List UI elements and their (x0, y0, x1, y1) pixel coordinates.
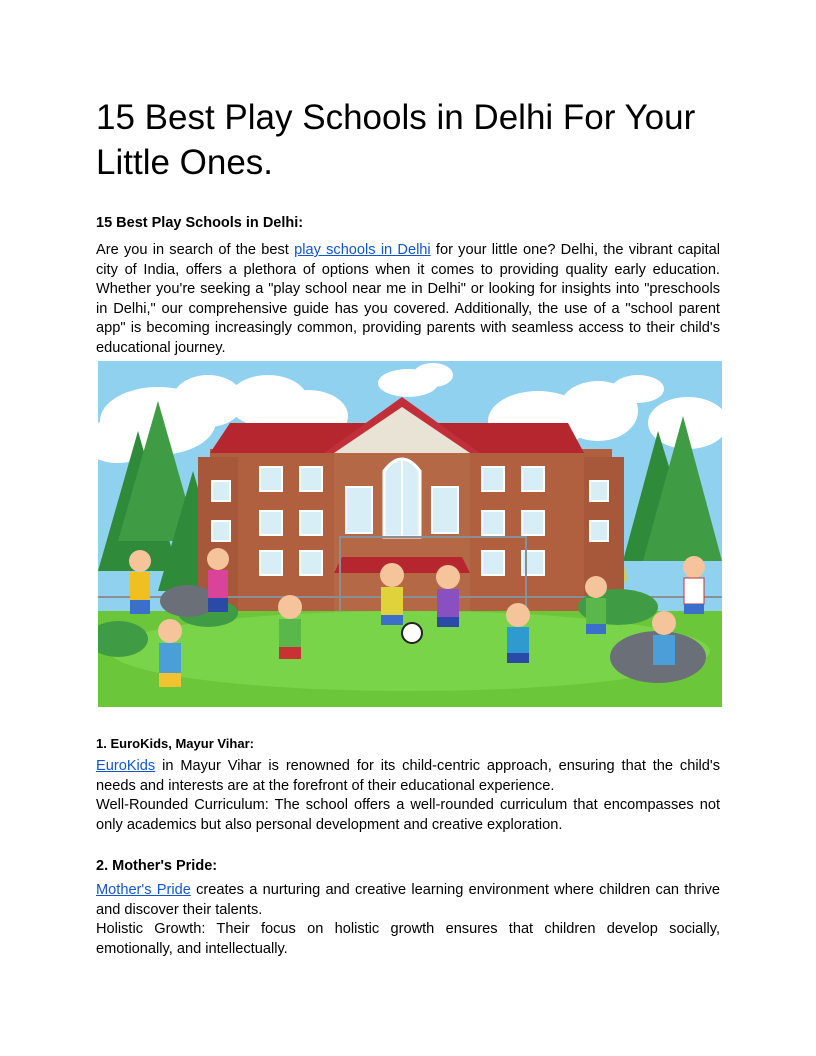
section-2-text: creates a nurturing and creative learning environment where children can thrive and discover their talents. (96, 882, 720, 918)
intro-text-after-link: for your little one? Delhi, the vibrant capital city of India, offers a plethora of options when it comes to providing quality early education. Whether you're seeking a "play school near me in Delhi" or looking for insights into "preschools in Delhi," our comprehensive guide has you covered. Additionally, the use of a "school parent app" is becoming increasingly common, providing parents with seamless access to their child's educational journey. (96, 242, 720, 356)
section-2-detail: Holistic Growth: Their focus on holistic growth ensures that children develop socially, emotionally, and intellectually. (96, 921, 720, 957)
play-schools-delhi-link[interactable]: play schools in Delhi (294, 242, 431, 258)
section-1-detail: Well-Rounded Curriculum: The school offers a well-rounded curriculum that encompasses not only academics but also personal development and creative exploration. (96, 797, 720, 833)
intro-paragraph (96, 241, 720, 358)
section-2-heading: 2. Mother's Pride: (96, 858, 218, 874)
section-1-paragraph (96, 757, 720, 796)
page-title: 15 Best Play Schools in Delhi For Your Little Ones. (96, 98, 696, 182)
section-1-text: in Mayur Vihar is renowned for its child-centric approach, ensuring that the child's needs and interests are at the forefront of their educational experience. (96, 758, 720, 794)
eurokids-link[interactable]: EuroKids (96, 758, 156, 774)
school-playground-illustration-icon (98, 361, 722, 707)
mothers-pride-link[interactable]: Mother's Pride (96, 882, 191, 898)
intro-text-before-link: Are you in search of the best (96, 242, 295, 258)
section-2-paragraph (96, 881, 720, 920)
football (402, 623, 422, 643)
section-1-heading: 1. EuroKids, Mayur Vihar: (96, 736, 254, 751)
intro-heading: 15 Best Play Schools in Delhi: (96, 215, 304, 231)
